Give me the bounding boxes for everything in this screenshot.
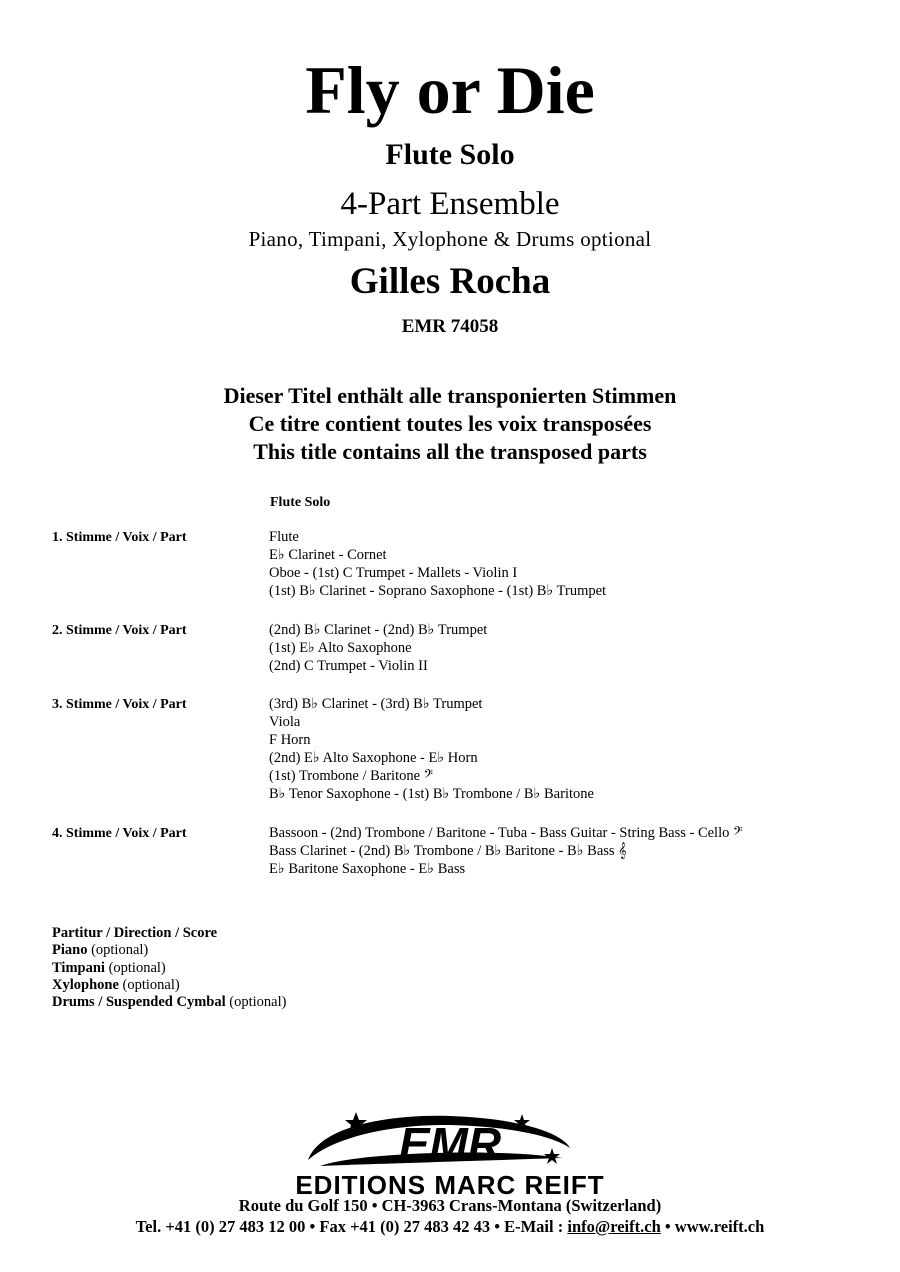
part-3-line: B♭ Tenor Saxophone - (1st) B♭ Trombone / B♭ Baritone xyxy=(269,786,594,802)
title: Fly or Die xyxy=(305,52,595,128)
part-2-line: (2nd) C Trumpet - Violin II xyxy=(269,658,428,674)
part-3-line: (2nd) E♭ Alto Saxophone - E♭ Horn xyxy=(269,750,478,766)
part-3-line: (1st) Trombone / Baritone 𝄢 xyxy=(269,768,433,784)
part-4-line: E♭ Baritone Saxophone - E♭ Bass xyxy=(269,861,466,877)
ensemble: 4-Part Ensemble xyxy=(340,186,560,222)
publisher-address: Route du Golf 150 • CH-3963 Crans-Montana (Switzerland) xyxy=(238,1196,662,1215)
extra-drums: Drums / Suspended Cymbal (optional) xyxy=(52,994,287,1011)
part-2-line: (2nd) B♭ Clarinet - (2nd) B♭ Trumpet xyxy=(269,622,488,638)
part-1-line: Flute xyxy=(269,529,299,545)
email-link[interactable]: info@reift.ch xyxy=(567,1217,661,1236)
emr-logo xyxy=(300,1108,600,1178)
part-1-line: E♭ Clarinet - Cornet xyxy=(269,547,387,563)
score-extras xyxy=(52,925,286,1011)
part-4-instruments xyxy=(269,824,742,878)
note-french: Ce titre contient toutes les voix transposées xyxy=(248,411,652,436)
composer: Gilles Rocha xyxy=(349,261,551,302)
optional-label: (optional) xyxy=(229,994,287,1011)
part-2-instruments xyxy=(269,621,487,675)
note-german: Dieser Titel enthält alle transponierten Stimmen xyxy=(223,383,677,408)
extra-xylophone: Xylophone (optional) xyxy=(52,976,180,993)
subtitle: Flute Solo xyxy=(385,138,515,171)
part-2-label: 2. Stimme / Voix / Part xyxy=(52,623,187,638)
part-4-line: Bass Clarinet - (2nd) B♭ Trombone / B♭ Baritone - B♭ Bass 𝄞 xyxy=(269,843,627,859)
instrumentation: Piano, Timpani, Xylophone & Drums optional xyxy=(248,227,652,251)
part-1-instruments xyxy=(269,528,606,600)
note-english: This title contains all the transposed parts xyxy=(253,439,647,464)
part-3-line: F Horn xyxy=(269,732,311,748)
part-1-line: (1st) B♭ Clarinet - Soprano Saxophone - (1st) B♭ Trumpet xyxy=(269,583,607,599)
part-3-instruments xyxy=(269,695,594,803)
part-1-line: Oboe - (1st) C Trumpet - Mallets - Violin I xyxy=(269,565,518,581)
part-2-line: (1st) E♭ Alto Saxophone xyxy=(269,640,412,656)
part-3-line: (3rd) B♭ Clarinet - (3rd) B♭ Trumpet xyxy=(269,696,483,712)
parts-header: Flute Solo xyxy=(270,495,331,510)
publisher-contact: Tel. +41 (0) 27 483 12 00 • Fax +41 (0) 27 483 42 43 • E-Mail : info@reift.ch • www.reift.ch xyxy=(135,1217,765,1236)
extra-piano: Piano (optional) xyxy=(52,942,149,959)
optional-label: (optional) xyxy=(122,976,180,993)
extra-timpani: Timpani (optional) xyxy=(52,959,166,976)
part-3-label: 3. Stimme / Voix / Part xyxy=(52,697,187,712)
publisher-name: EDITIONS MARC REIFT xyxy=(295,1170,605,1200)
part-3-line: Viola xyxy=(269,714,301,730)
catalog-number: EMR 74058 xyxy=(401,316,499,337)
logo-text: EMR xyxy=(398,1118,502,1170)
optional-label: (optional) xyxy=(91,942,149,959)
optional-label: (optional) xyxy=(108,959,166,976)
part-4-label: 4. Stimme / Voix / Part xyxy=(52,826,187,841)
part-4-line: Bassoon - (2nd) Trombone / Baritone - Tuba - Bass Guitar - String Bass - Cello 𝄢 xyxy=(269,825,743,841)
extra-score: Partitur / Direction / Score xyxy=(52,925,218,941)
part-1-label: 1. Stimme / Voix / Part xyxy=(52,530,187,545)
